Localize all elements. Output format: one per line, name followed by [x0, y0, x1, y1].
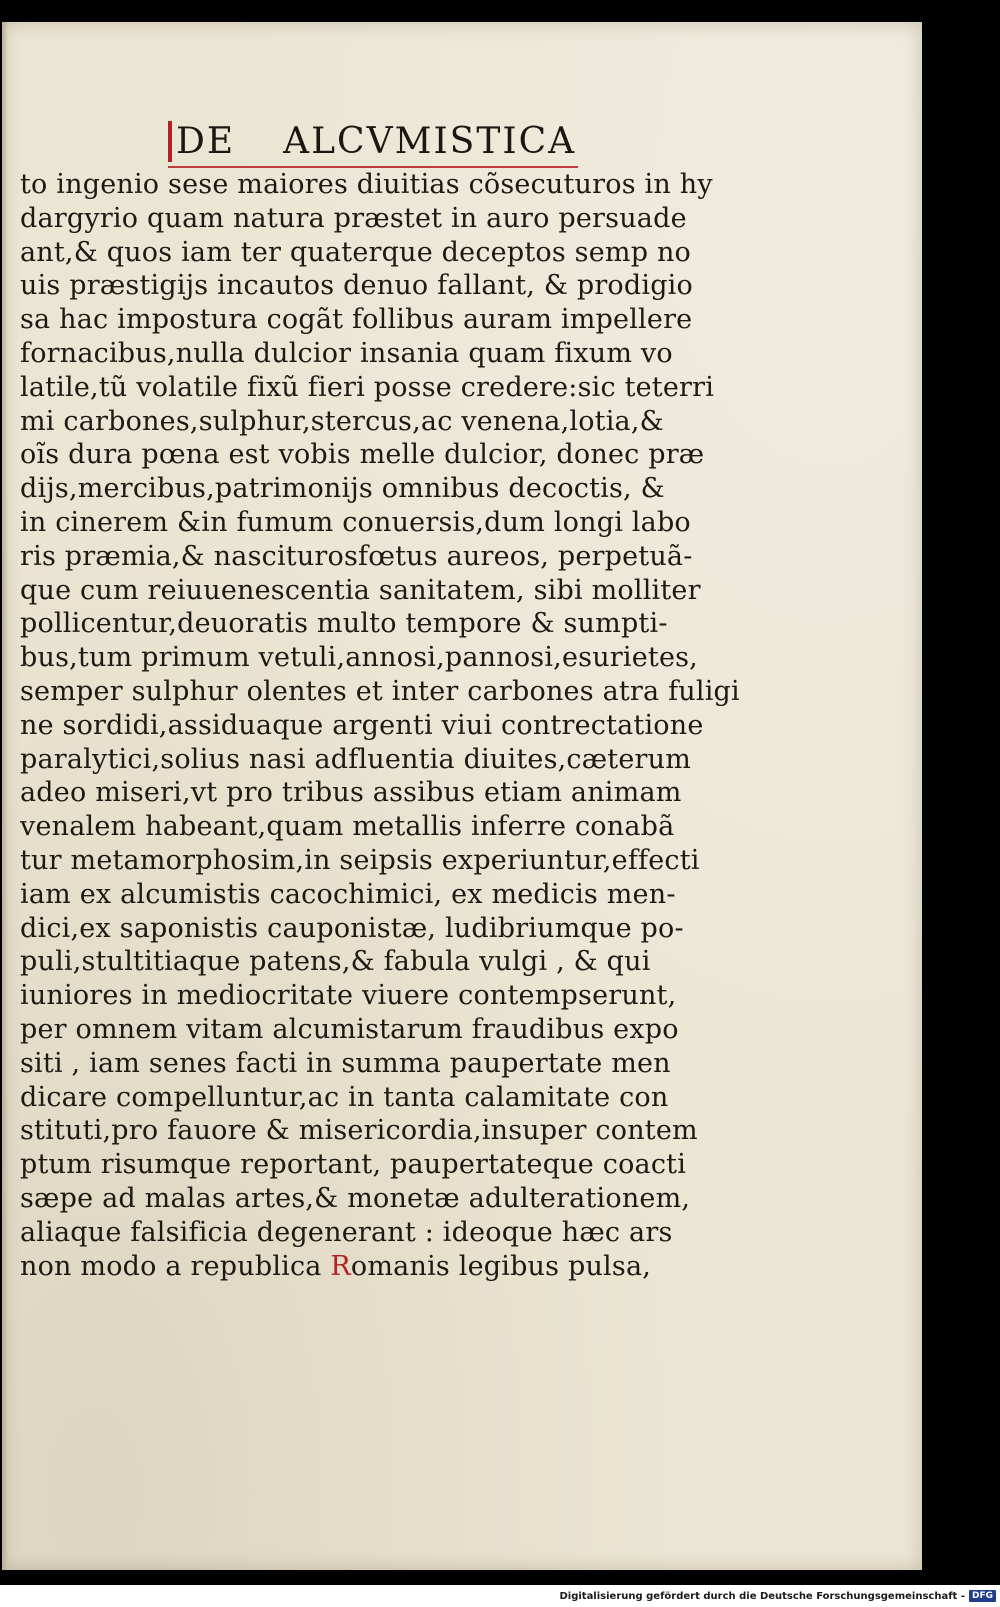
text-line: pollicentur,deuoratis multo tempore & sumpti-	[20, 608, 668, 640]
text-line: ne sordidi,assiduaque argenti viui contrectatione	[20, 709, 704, 741]
text-line: mi carbones,sulphur,stercus,ac venena,lotia,&	[20, 405, 664, 437]
book-page	[2, 22, 922, 1570]
text-line: stituti,pro fauore & misericordia,insuper contem	[20, 1115, 698, 1147]
text-line: que cum reiuuenescentia sanitatem, sibi molliter	[20, 574, 701, 606]
digitization-footer	[0, 1585, 1000, 1607]
funding-credit: Digitalisierung gefördert durch die Deutsche Forschungsgemeinschaft -	[559, 1590, 965, 1602]
text-line: paralytici,solius nasi adfluentia diuites,cæterum	[20, 743, 692, 775]
text-line: venalem habeant,quam metallis inferre conabã	[20, 811, 675, 843]
text-line: bus,tum primum vetuli,annosi,pannosi,esurietes,	[20, 642, 698, 674]
dfg-logo-icon: DFG	[969, 1590, 996, 1602]
text-line: aliaque falsificia degenerant : ideoque hæc ars	[20, 1216, 673, 1248]
running-head	[20, 102, 710, 162]
text-line: sa hac impostura cogãt follibus auram impellere	[20, 304, 693, 336]
text-line: ris præmia,& nasciturosfœtus aureos, perpetuã-	[20, 540, 693, 572]
text-line: dijs,mercibus,patrimonijs omnibus decoctis, &	[20, 473, 665, 505]
text-line: dargyrio quam natura præstet in auro persuade	[20, 202, 687, 234]
text-line-last	[20, 1250, 710, 1284]
running-head-first-rest: E	[206, 121, 236, 162]
rubricated-letter: R	[330, 1250, 351, 1282]
text-line: oĩs dura pœna est vobis melle dulcior, donec præ	[20, 439, 705, 471]
text-line: siti , iam senes facti in summa paupertate men	[20, 1047, 671, 1079]
text-line: ant,& quos iam ter quaterque deceptos semp no	[20, 236, 692, 268]
rubricated-initial: D	[176, 121, 207, 162]
page-gutter-shadow	[2, 22, 8, 1570]
text-line: iuniores in mediocritate viuere contempserunt,	[20, 980, 677, 1012]
running-head-red-underline	[168, 166, 578, 168]
body-text	[20, 168, 740, 1283]
text-line: uis præstigijs incautos denuo fallant, & prodigio	[20, 270, 693, 302]
text-line: latile,tũ volatile fixũ fieri posse credere:sic teterri	[20, 371, 715, 403]
last-line-end: omanis legibus pulsa,	[350, 1250, 652, 1282]
text-line: dici,ex saponistis cauponistæ, ludibriumque po-	[20, 912, 684, 944]
text-line: to ingenio sese maiores diuitias cõsecuturos in hy	[20, 169, 713, 200]
text-line: semper sulphur olentes et inter carbones atra fuligi	[20, 675, 740, 707]
text-line: in cinerem &in fumum conuersis,dum longi labo	[20, 506, 691, 538]
text-line: fornacibus,nulla dulcior insania quam fixum vo	[20, 337, 673, 369]
text-line: adeo miseri,vt pro tribus assibus etiam animam	[20, 777, 682, 809]
text-line: sæpe ad malas artes,& monetæ adulterationem,	[20, 1182, 691, 1214]
text-line: ptum risumque reportant, paupertateque coacti	[20, 1149, 687, 1181]
running-head-second-word: ALCVMISTICA	[283, 121, 577, 162]
last-line-start: non modo a republica	[20, 1250, 331, 1282]
text-line: dicare compelluntur,ac in tanta calamitate con	[20, 1081, 669, 1113]
text-line: tur metamorphosim,in seipsis experiuntur,effecti	[20, 844, 700, 876]
running-head-first-word	[168, 121, 235, 162]
text-block	[20, 102, 740, 1283]
text-line: per omnem vitam alcumistarum fraudibus expo	[20, 1013, 679, 1045]
text-line: puli,stultitiaque patens,& fabula vulgi , & qui	[20, 946, 651, 978]
text-line: iam ex alcumistis cacochimici, ex medicis men-	[20, 878, 676, 910]
